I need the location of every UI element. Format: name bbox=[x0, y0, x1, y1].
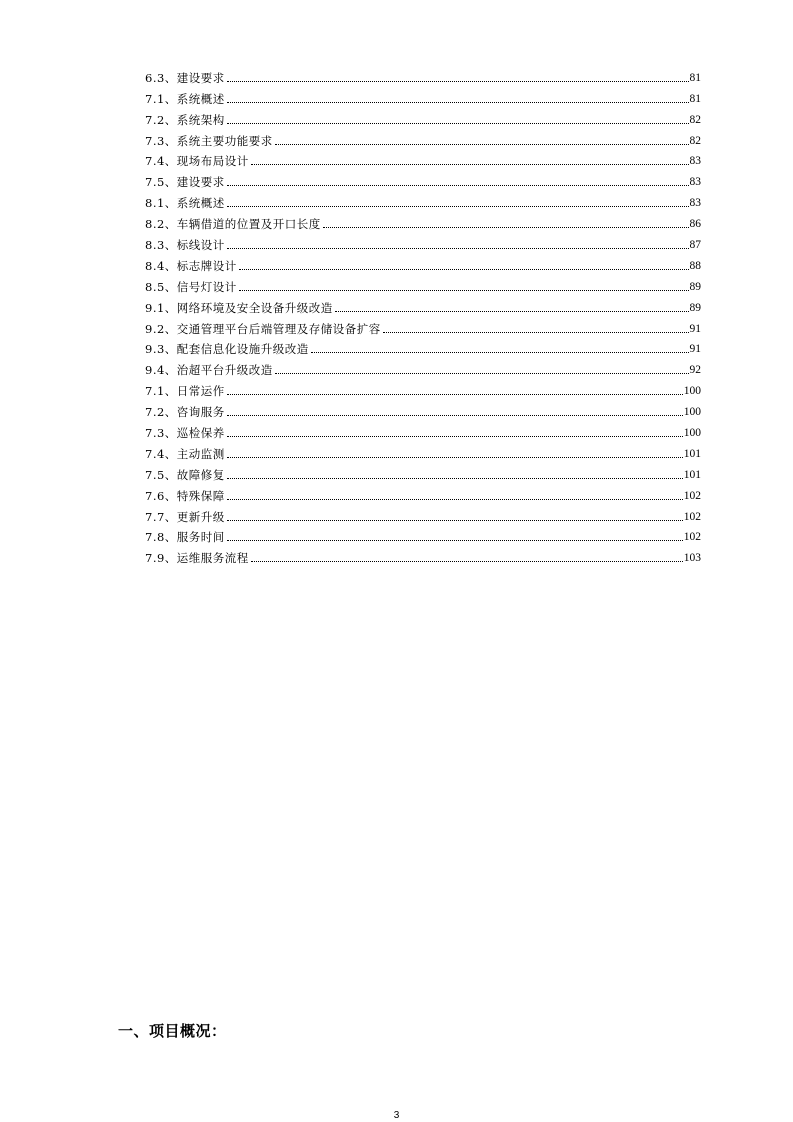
toc-entry-page: 102 bbox=[683, 489, 701, 502]
toc-entry-page: 86 bbox=[689, 218, 701, 231]
toc-dot-leader bbox=[227, 499, 683, 500]
toc-entry-page: 102 bbox=[683, 531, 701, 544]
toc-entry-title: 7.5、故障修复 bbox=[145, 467, 225, 482]
toc-entry-page: 100 bbox=[683, 406, 701, 419]
toc-entry[interactable] bbox=[145, 106, 701, 127]
toc-dot-leader bbox=[323, 227, 689, 228]
section-heading: 一、项目概况： bbox=[118, 1022, 227, 1040]
toc-dot-leader bbox=[275, 144, 689, 145]
toc-entry-page: 91 bbox=[689, 343, 701, 356]
toc-entry-title: 7.4、现场布局设计 bbox=[145, 154, 249, 169]
toc-entry-page: 82 bbox=[689, 113, 701, 126]
toc-entry-page: 91 bbox=[689, 322, 701, 335]
toc-dot-leader bbox=[227, 81, 689, 82]
toc-entry[interactable] bbox=[145, 503, 701, 524]
toc-dot-leader bbox=[227, 123, 689, 124]
toc-dot-leader bbox=[227, 478, 683, 479]
toc-entry[interactable] bbox=[145, 85, 701, 106]
toc-entry-page: 83 bbox=[689, 176, 701, 189]
toc-dot-leader bbox=[275, 373, 689, 374]
toc-entry-page: 89 bbox=[689, 301, 701, 314]
toc-entry-page: 89 bbox=[689, 280, 701, 293]
toc-entry[interactable] bbox=[145, 148, 701, 169]
toc-entry-page: 82 bbox=[689, 134, 701, 147]
toc-dot-leader bbox=[239, 269, 689, 270]
toc-entry-title: 9.4、治超平台升级改造 bbox=[145, 363, 273, 378]
toc-entry-title: 8.2、车辆借道的位置及开口长度 bbox=[145, 217, 321, 232]
toc-dot-leader bbox=[227, 394, 683, 395]
toc-entry[interactable] bbox=[145, 64, 701, 85]
toc-entry-title: 8.4、标志牌设计 bbox=[145, 258, 237, 273]
toc-entry[interactable] bbox=[145, 231, 701, 252]
toc-dot-leader bbox=[335, 311, 689, 312]
toc-entry-page: 100 bbox=[683, 427, 701, 440]
toc-entry[interactable] bbox=[145, 461, 701, 482]
toc-entry[interactable] bbox=[145, 294, 701, 315]
toc-entry-title: 8.1、系统概述 bbox=[145, 196, 225, 211]
toc-entry-page: 83 bbox=[689, 197, 701, 210]
toc-entry-title: 9.3、配套信息化设施升级改造 bbox=[145, 342, 309, 357]
toc-entry[interactable] bbox=[145, 189, 701, 210]
toc-entry-page: 101 bbox=[683, 447, 701, 460]
toc-dot-leader bbox=[227, 436, 683, 437]
toc-dot-leader bbox=[383, 332, 689, 333]
toc-dot-leader bbox=[239, 290, 689, 291]
toc-dot-leader bbox=[227, 206, 689, 207]
toc-entry-title: 7.8、服务时间 bbox=[145, 530, 225, 545]
toc-entry-page: 102 bbox=[683, 510, 701, 523]
toc-entry-title: 7.4、主动监测 bbox=[145, 446, 225, 461]
toc-entry-page: 83 bbox=[689, 155, 701, 168]
toc-entry[interactable] bbox=[145, 315, 701, 336]
toc-entry-title: 7.3、系统主要功能要求 bbox=[145, 133, 273, 148]
toc-entry-title: 7.3、巡检保养 bbox=[145, 426, 225, 441]
toc-entry-title: 7.1、系统概述 bbox=[145, 91, 225, 106]
toc-dot-leader bbox=[227, 248, 689, 249]
toc-dot-leader bbox=[227, 457, 683, 458]
toc-dot-leader bbox=[227, 520, 683, 521]
toc-entry[interactable] bbox=[145, 356, 701, 377]
toc-dot-leader bbox=[227, 540, 683, 541]
toc-entry-title: 7.2、咨询服务 bbox=[145, 405, 225, 420]
toc-entry[interactable] bbox=[145, 127, 701, 148]
toc-dot-leader bbox=[311, 352, 689, 353]
toc-entry-title: 7.6、特殊保障 bbox=[145, 488, 225, 503]
toc-entry-title: 8.3、标线设计 bbox=[145, 238, 225, 253]
toc-entry[interactable] bbox=[145, 398, 701, 419]
toc-entry[interactable] bbox=[145, 273, 701, 294]
toc-entry-page: 101 bbox=[683, 468, 701, 481]
toc-entry-title: 6.3、建设要求 bbox=[145, 70, 225, 85]
toc-dot-leader bbox=[227, 415, 683, 416]
toc-entry-page: 103 bbox=[683, 552, 701, 565]
toc-entry-page: 81 bbox=[689, 71, 701, 84]
toc-entry[interactable] bbox=[145, 440, 701, 461]
toc-entry-title: 8.5、信号灯设计 bbox=[145, 279, 237, 294]
toc-entry[interactable] bbox=[145, 419, 701, 440]
toc-entry[interactable] bbox=[145, 524, 701, 545]
toc-dot-leader bbox=[227, 102, 689, 103]
toc-entry-page: 81 bbox=[689, 92, 701, 105]
toc-entry-title: 9.1、网络环境及安全设备升级改造 bbox=[145, 300, 333, 315]
toc-entry[interactable] bbox=[145, 210, 701, 231]
toc-entry-page: 92 bbox=[689, 364, 701, 377]
toc-entry[interactable] bbox=[145, 377, 701, 398]
toc-entry[interactable] bbox=[145, 482, 701, 503]
toc-entry-title: 9.2、交通管理平台后端管理及存储设备扩容 bbox=[145, 321, 381, 336]
toc-entry-page: 87 bbox=[689, 239, 701, 252]
toc-entry-title: 7.5、建设要求 bbox=[145, 175, 225, 190]
toc-entry-title: 7.1、日常运作 bbox=[145, 384, 225, 399]
toc-entry[interactable] bbox=[145, 336, 701, 357]
toc-entry[interactable] bbox=[145, 544, 701, 565]
toc-entry[interactable] bbox=[145, 168, 701, 189]
toc-entry-title: 7.9、运维服务流程 bbox=[145, 551, 249, 566]
toc-entry-title: 7.7、更新升级 bbox=[145, 509, 225, 524]
toc-entry-page: 100 bbox=[683, 385, 701, 398]
page-number: 3 bbox=[393, 1110, 400, 1121]
table-of-contents bbox=[145, 64, 701, 565]
toc-dot-leader bbox=[251, 561, 683, 562]
toc-entry-title: 7.2、系统架构 bbox=[145, 112, 225, 127]
toc-dot-leader bbox=[227, 185, 689, 186]
toc-dot-leader bbox=[251, 164, 689, 165]
toc-entry-page: 88 bbox=[689, 259, 701, 272]
toc-entry[interactable] bbox=[145, 252, 701, 273]
